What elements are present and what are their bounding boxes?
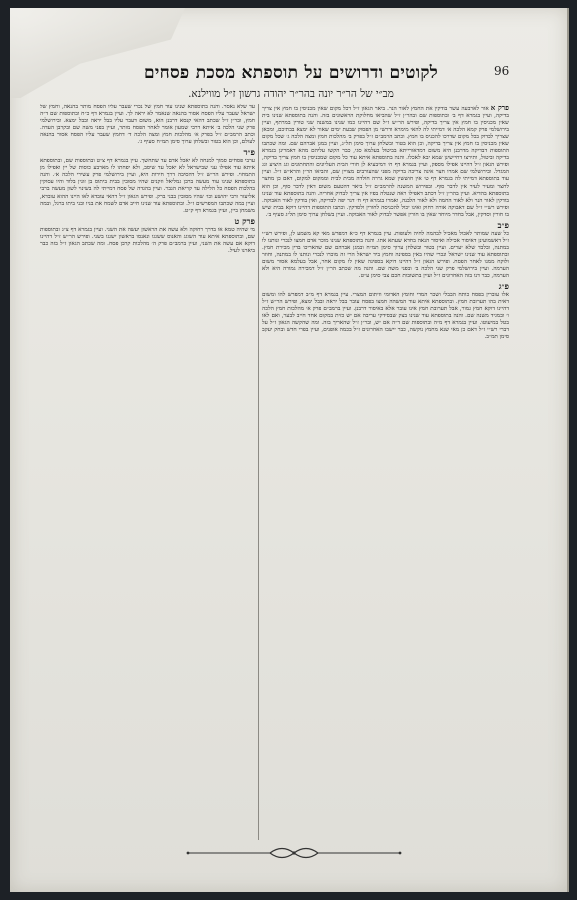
torn-corner [10,8,185,98]
chapter-lead-word: פרק א [490,104,509,112]
section-heading: פ״ד [243,147,255,158]
section-text: ערבי פסחים סמוך למנחה לא יאכל אדם עד שתחשך. עיין בגמרא דף צ״ט ובתוספות שם, ובתוספתא איתא עוד אפילו עני שבישראל לא יאכל עד שיסב, ולא יפחתו לו מארבע כוסות של יין ואפילו מן התמחוי. ופירש הר״ש ז״ל דהסיבה דרך חירות היא, ועיין בירושלמי פרק עשירי הלכה א׳. והנה בתוספתא שנינו עוד מעשה ברבן גמליאל וזקנים שהיו מסובין בבית ביתוס בן זונין בלוד והיו עסוקין בהלכות הפסח כל הלילה עד קריאת הגבר. ועיין בהגדה של פסח דמייתי לה בשינוי לשון מעשה ברבי אליעזר ורבי יהושע וכו׳ שהיו מסובין בבני ברק. ופירש הגאון ז״ל דהאי עובדא לאו היינו ההוא עובדא, ועיין במה שכתבו המפרשים ז״ל. ובתוספתא עוד שנינו חייב אדם לשמח את בניו ובני ביתו ברגל, ובמה משמחן ביין, ועיין בגמרא דף ק״ט. [40,158,255,214]
section-text: כל שעה שמותר לאכול מאכיל לבהמה לחיה ולעופות. עיין בגמרא דף כ״א דמפרש מאי קא משמע לן, ופירש רש״י ז״ל דאשמועינן דאיסור אכילה ואיסור הנאה בחדא שעתא אתו. והנה בתוספתא שנינו מוכר אדם חמצו לנכרי ונותנו לו במתנה, ובלבד שלא יערים. ועיין בטור ובשלחן ערוך סימן תמ״ח ובמגן אברהם שם שהאריכו בדין מכירת חמץ. ובתוספתא עוד שנינו ישראל ונכרי שהיו באין בספינה וחמץ ביד ישראל הרי זה מוכרו לנכרי ונותנו לו במתנה, וחוזר ולוקח ממנו לאחר הפסח. ופירש הגאון ז״ל דהיינו דוקא בספינה שאין לו מקום אחר, אבל בעלמא אסור משום הערמה. ועיין בירושלמי פרק שני הלכה ב׳ ובפני משה שם. והנה מה שכתב הר״ן ז״ל דמכירה גמורה היא ולא הערמה, כבר דנו בזה האחרונים ז״ל ועיין בתשובות חכם צבי סימן ע״ט. [262,230,509,280]
page-title: לקוטים ודרושים על תוספתא מסכת פסחים [143,63,439,83]
right-text-column [262,104,509,840]
column-divider [258,104,259,840]
section-heading: פ״ג [498,281,509,292]
section-text: אלו עוברין בפסח כותח הבבלי ושכר המדי וחומץ האדומי וזיתום המצרי. עיין בגמרא דף מ״ב דמפרש להו ומשום דאית בהו תערובת חמץ. ובתוספתא איתא עוד המשהה חמצו בפסח עובר בבל יראה ובבל ימצא, ופירש הר״ש ז״ל דהיינו דוקא חמץ גמור, אבל תערובת חמץ אינו עובר אלא באיסור דרבנן. ועיין ברמב״ם פרק א׳ מהלכות חמץ הלכה ו׳ ובמגיד משנה שם. והנה בתוספתא עוד שנינו בצק שבסידקי עריבה אם יש כזית במקום אחד חייב לבער, ואם לאו בטל במיעוטו. ועיין בגמרא דף מ״ה ובתוספות שם ד״ה אם יש, ובר״ן ז״ל שהאריך בזה. ומה שהקשה הגאון ז״ל על דברי רש״י ז״ל דאם כן מאי שנא מחמץ נוקשה, כבר יישבו האחרונים ז״ל בכמה אופנים, ועיין בפרי חדש ובחק יעקב סימן תמ״ב. [262,292,509,341]
page-number: 96 [494,64,510,78]
section-heading: פרק ט [234,215,255,226]
section-heading: פ״ב [497,219,509,230]
right-column-body: אור לארבעה עשר בודקין את החמץ לאור הנר. ביאר הגאון ז״ל דכל מקום שאין מכניסין בו חמץ אין צריך בדיקה, ועיין בגמרא דף ב׳ ובתוספות שם ובהר״ן ז״ל שהביאו מחלוקת הראשונים בזה. והנה בתוספתא שנינו בית שאין מכניסין בו חמץ אין צריך בדיקה, ופירש הר״ש ז״ל שם דהיינו כמו שנינו במשנה שני טורין במרתף, ועיין בירושלמי פרק קמא הלכה א׳ דמייתי לה להאי מימרא ודרשי מן הפסוק שבעת ימים שאור לא ימצא בבתיכם, ומכאן שצריך לבדוק בכל מקום שדרכו להכניס בו חמץ. וכתב הרמב״ם ז״ל בפרק ב׳ מהלכות חמץ ומצה הלכה ג׳ שכל מקום שאין מכניסין בו חמץ אין צריך בדיקה, וכן הוא בטור ובשלחן ערוך סימן תל״ג, ועיין במגן אברהם שם. ומה שכתבו התוספות דבדיקה מדרבנן היא משום דמדאורייתא בביטול בעלמא סגי, כבר הקשו עליהם מהא דאמרינן בגמרא בדיקה וביטול, ותירצו דחיישינן שמא יבא לאכלו. והנה בתוספתא איתא עוד כל מקום שמכניסין בו חמץ צריך בדיקה, ופירש הגאון ז״ל דהיינו אפילו מספק, ועיין בגמרא דף ח׳ דמיבעיא לן חורי הבית העליונים והתחתונים וגג היציע וגג המגדל. ובירושלמי שם אמרו חצר אינה צריכה בדיקה מפני שהעורבים מצויין שם, והביאו הר״ן והרא״ש ז״ל. ועיין עוד בתוספתא דמייתי לה בגמרא דף ט׳ אין חוששין שמא גררה חולדה מבית לבית וממקום למקום, דאם כן מחצר לחצר ומעיר לעיר אין לדבר סוף. ובפירוש המשנה להרמב״ם ז״ל ביאר דהטעם משום דאין לדבר סוף, וכן הוא בתוספתא בהדיא. ועיין בהר״ן ז״ל דכתב דאפילו ראה שנטלה בפיו אין צריך לבדוק אחריה. והנה בתוספתא עוד שנינו בודקין לאור הנר ולא לאור החמה ולא לאור הלבנה, ואמרו בגמרא דף ח׳ דנר יפה לבדיקה, ואין בודקין לאור האבוקה. ופירש רש״י ז״ל שם דאבוקה אורה רחוק ואינו יכול להכניסה לחורין ולסדקין. וכתבו התוספות דהיינו דוקא בבית שיש בו חורין וסדקין, אבל בחדר מיוחד שאין בו חורין אפשר לבדוק לאור האבוקה. ועיין בשלחן ערוך סימן תל״ג סעיף ב׳. [262,106,509,218]
left-column-body: עד שלא נאסר. והנה בתוספתא שנינו עוד חמץ של נכרי שעבר עליו הפסח מותר בהנאה, וחמץ של ישראל שעבר עליו הפסח אסור בהנאה שנאמר לא יראה לך. ועיין בגמרא דף כ״ח ובתוספות שם ד״ה חמץ, ובר״ן ז״ל שכתב דהאי קנסא דרבנן הוא, משום דעבר עליו בבל יראה ובבל ימצא. ובירושלמי פרק שני הלכה ב׳ איתא דרבי שמעון אומר לאחר הפסח מותר, ועיין בפני משה שם ובקרבן העדה. וכתב הרמב״ם ז״ל בפרק א׳ מהלכות חמץ ומצה הלכה ד׳ דחמץ שעבר עליו הפסח אסור בהנאה לעולם, וכן הוא בטור ובשלחן ערוך סימן תמ״ח סעיף ג׳. [40,104,255,146]
page-subtitle: מב״י של הר״ר יונה בהר״ר יהודה גרשון ז״ל מווילנא. [188,88,394,100]
left-text-column [40,104,255,840]
book-page [10,8,569,892]
section-text: מי שהיה טמא או בדרך רחוקה ולא עשה את הראשון יעשה את השני. ועיין בגמרא דף צ״ג ובתוספות שם, ובתוספתא איתא עוד השוגג והאנוס ששגגו ונאנסו בראשון ישגגו בשני. ופירש הר״ש ז״ל דהיינו דוקא אם עשה את השני, ועיין ברמב״ם פרק ה׳ מהלכות קרבן פסח. ומה שכתב הגאון ז״ל בזה כבר ביארנו לעיל. [40,226,255,254]
end-ornament [184,846,404,860]
